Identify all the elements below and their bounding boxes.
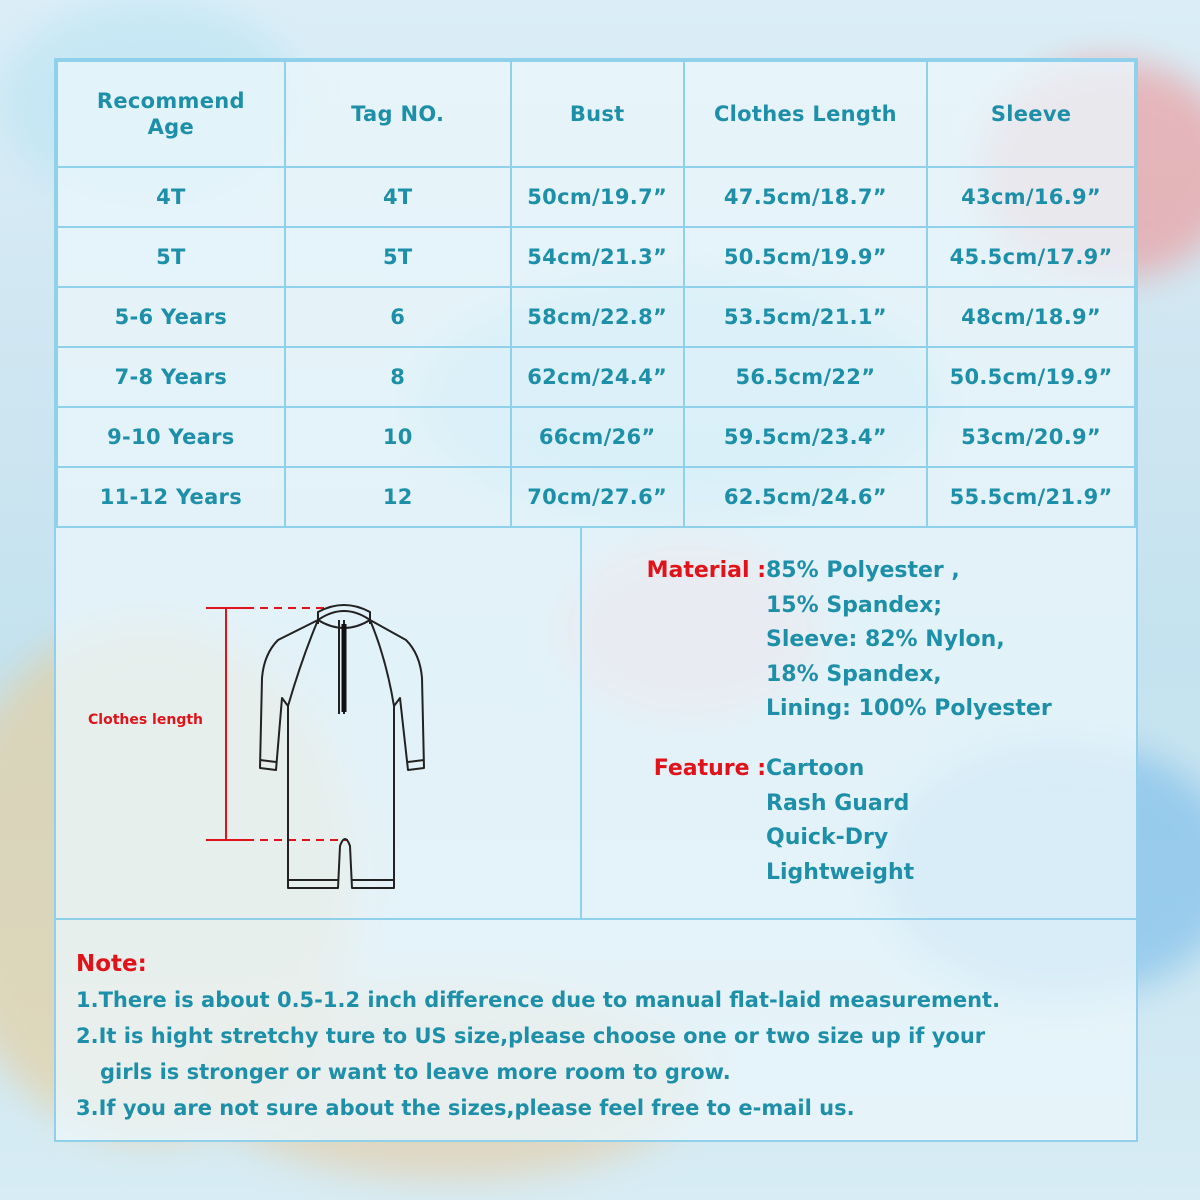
cell-sleeve: 53cm/20.9” bbox=[927, 407, 1135, 467]
cell-tag: 12 bbox=[285, 467, 511, 527]
material-values bbox=[766, 554, 1052, 727]
cell-tag: 8 bbox=[285, 347, 511, 407]
table-row bbox=[57, 167, 1135, 227]
details-section bbox=[56, 526, 1136, 920]
size-table bbox=[56, 60, 1136, 528]
table-row bbox=[57, 287, 1135, 347]
table-row bbox=[57, 407, 1135, 467]
cell-bust: 62cm/24.4” bbox=[511, 347, 684, 407]
cell-length: 62.5cm/24.6” bbox=[684, 467, 928, 527]
cell-tag: 6 bbox=[285, 287, 511, 347]
feature-values bbox=[766, 752, 914, 890]
material-label: Material : bbox=[646, 558, 766, 583]
notes bbox=[76, 946, 1000, 1126]
table-header-row bbox=[57, 61, 1135, 167]
feature-label: Feature : bbox=[653, 756, 766, 781]
cell-bust: 50cm/19.7” bbox=[511, 167, 684, 227]
cell-tag: 10 bbox=[285, 407, 511, 467]
cell-sleeve: 45.5cm/17.9” bbox=[927, 227, 1135, 287]
cell-length: 50.5cm/19.9” bbox=[684, 227, 928, 287]
cell-sleeve: 48cm/18.9” bbox=[927, 287, 1135, 347]
cell-bust: 58cm/22.8” bbox=[511, 287, 684, 347]
cell-length: 47.5cm/18.7” bbox=[684, 167, 928, 227]
cell-age: 11-12 Years bbox=[57, 467, 285, 527]
cell-age: 7-8 Years bbox=[57, 347, 285, 407]
cell-sleeve: 50.5cm/19.9” bbox=[927, 347, 1135, 407]
material-line: Sleeve: 82% Nylon, bbox=[766, 627, 1005, 652]
cell-tag: 5T bbox=[285, 227, 511, 287]
feature-line: Cartoon bbox=[766, 756, 865, 781]
table-row bbox=[57, 227, 1135, 287]
feature-line: Quick-Dry bbox=[766, 825, 889, 850]
cell-length: 56.5cm/22” bbox=[684, 347, 928, 407]
cell-length: 53.5cm/21.1” bbox=[684, 287, 928, 347]
table-row bbox=[57, 467, 1135, 527]
cell-age: 5T bbox=[57, 227, 285, 287]
cell-sleeve: 43cm/16.9” bbox=[927, 167, 1135, 227]
cell-bust: 70cm/27.6” bbox=[511, 467, 684, 527]
header-sleeve: Sleeve bbox=[927, 61, 1135, 167]
note-line-3: 3.If you are not sure about the sizes,please feel free to e-mail us. bbox=[76, 1096, 855, 1120]
feature-line: Lightweight bbox=[766, 859, 915, 885]
garment-diagram bbox=[56, 528, 580, 920]
material-line: 18% Spandex, bbox=[766, 661, 942, 687]
size-chart-sheet bbox=[54, 58, 1138, 1142]
material-line: Lining: 100% Polyester bbox=[766, 696, 1052, 721]
header-bust: Bust bbox=[511, 61, 684, 167]
material-line: 85% Polyester , bbox=[766, 558, 960, 583]
cell-age: 9-10 Years bbox=[57, 407, 285, 467]
feature-line: Rash Guard bbox=[766, 790, 910, 816]
note-line-2: 2.It is hight stretchy ture to US size,please choose one or two size up if your bbox=[76, 1024, 986, 1048]
clothes-length-label: Clothes length bbox=[88, 712, 203, 728]
header-tag-no: Tag NO. bbox=[285, 61, 511, 167]
note-title: Note: bbox=[76, 951, 147, 977]
note-line-2-continued: girls is stronger or want to leave more room to grow. bbox=[100, 1060, 731, 1084]
cell-length: 59.5cm/23.4” bbox=[684, 407, 928, 467]
cell-age: 5-6 Years bbox=[57, 287, 285, 347]
cell-bust: 54cm/21.3” bbox=[511, 227, 684, 287]
section-divider bbox=[580, 528, 582, 918]
header-recommend-age: Recommend Age bbox=[57, 61, 285, 167]
table-row bbox=[57, 347, 1135, 407]
material-line: 15% Spandex; bbox=[766, 592, 943, 618]
cell-age: 4T bbox=[57, 167, 285, 227]
cell-bust: 66cm/26” bbox=[511, 407, 684, 467]
cell-sleeve: 55.5cm/21.9” bbox=[927, 467, 1135, 527]
note-line-1: 1.There is about 0.5-1.2 inch difference due to manual flat-laid measurement. bbox=[76, 988, 1001, 1012]
header-clothes-length: Clothes Length bbox=[684, 61, 928, 167]
cell-tag: 4T bbox=[285, 167, 511, 227]
